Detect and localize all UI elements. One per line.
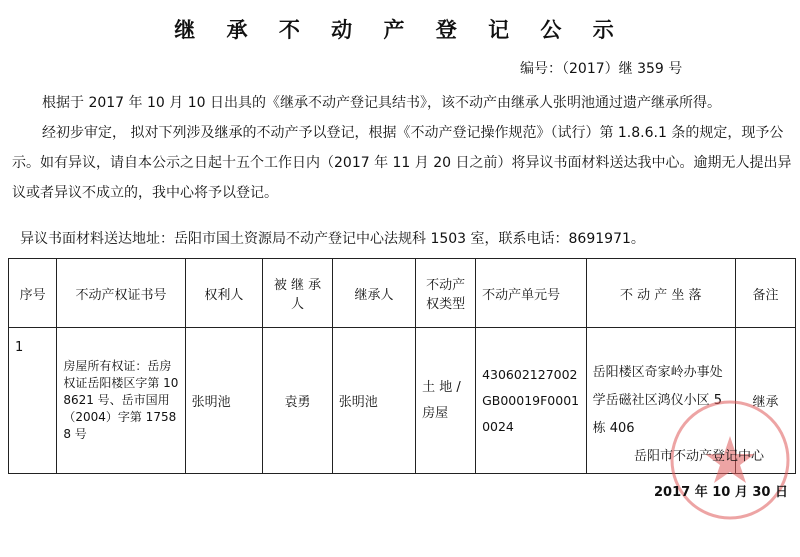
col-location: 不 动 产 坐 落 [586, 259, 735, 328]
cell-unit: 430602127002GB00019F00010024 [476, 328, 587, 474]
cell-type: 土 地 / 房屋 [416, 328, 476, 474]
cell-deceased: 袁勇 [263, 328, 333, 474]
issuer-name: 岳阳市不动产登记中心 [634, 449, 765, 464]
issue-date: 2017 年 10 月 30 日 [654, 485, 788, 500]
cell-owner: 张明池 [185, 328, 262, 474]
cell-remark: 继承 [735, 328, 795, 474]
objection-address: 异议书面材料送达地址：岳阳市国土资源局不动产登记中心法规科 1503 室，联系电话：8691971。 [20, 231, 645, 247]
col-type: 不动产权类型 [416, 259, 476, 328]
page-title: 继 承 不 动 产 登 记 公 示 [174, 18, 626, 42]
col-cert: 不动产权证书号 [57, 259, 185, 328]
col-remark: 备注 [735, 259, 795, 328]
col-heir: 继承人 [332, 259, 415, 328]
table-header-row [9, 259, 796, 328]
col-deceased: 被 继 承 人 [263, 259, 333, 328]
cell-cert: 房屋所有权证：岳房权证岳阳楼区字第 108621 号、岳市国用（2004）字第 17588 号 [57, 328, 185, 474]
col-no: 序号 [9, 259, 57, 328]
document-number: 编号：（2017）继 359 号 [520, 61, 683, 77]
col-unit: 不动产单元号 [476, 259, 587, 328]
col-owner: 权利人 [185, 259, 262, 328]
cell-no: 1 [9, 328, 57, 474]
cell-location: 岳阳楼区奇家岭办事处学岳磁社区鸿仪小区 5 栋 406 [586, 328, 735, 474]
cell-heir: 张明池 [332, 328, 415, 474]
paragraph-announcement: 经初步审定， 拟对下列涉及继承的不动产予以登记，根据《不动产登记操作规范》（试行）第 1.8.6.1 条的规定，现予公示。如有异议，请自本公示之日起十五个工作日内（2017 年 11 月 20 日之前）将异议书面材料送达我中心。逾期无人提出异议或者异议不成立的，我中心将予以登记。 [12, 125, 792, 201]
paragraph-basis: 根据于 2017 年 10 月 10 日出具的《继承不动产登记具结书》，该不动产由继承人张明池通过遗产继承所得。 [42, 95, 721, 111]
